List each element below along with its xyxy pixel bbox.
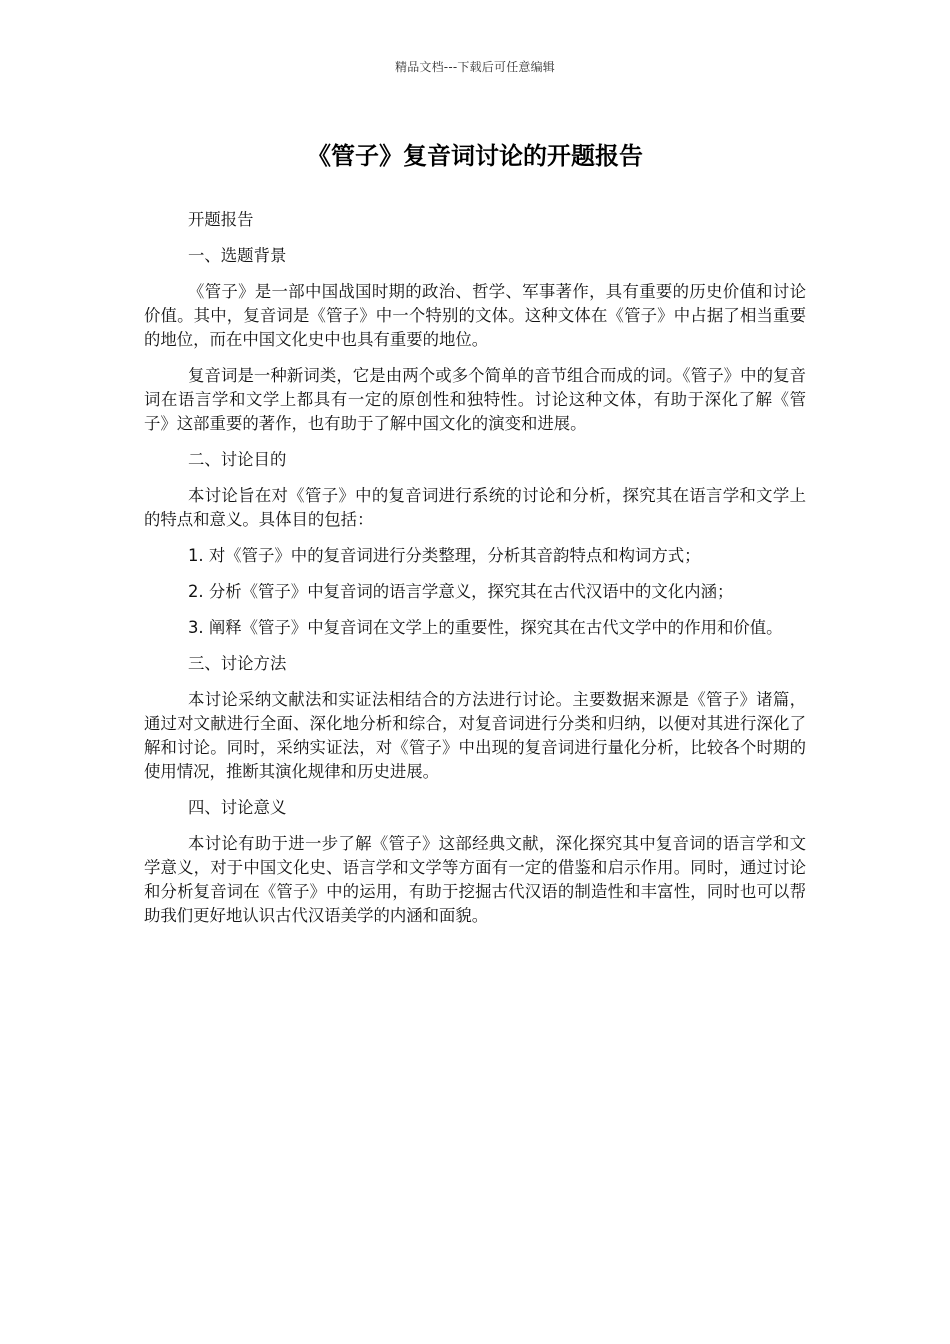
list-item: 2. 分析《管子》中复音词的语言学意义，探究其在古代汉语中的文化内涵；	[188, 582, 734, 601]
paragraph: 《管子》是一部中国战国时期的政治、哲学、军事著作，具有重要的历史价值和讨论价值。其中，复音词是《管子》中一个特别的文体。这种文体在《管子》中占据了相当重要的地位，而在中国文化史中也具有重要的地位。	[144, 282, 806, 349]
paragraph: 本讨论旨在对《管子》中的复音词进行系统的讨论和分析，探究其在语言学和文学上的特点和意义。具体目的包括：	[144, 486, 806, 529]
list-item: 3. 阐释《管子》中复音词在文学上的重要性，探究其在古代文学中的作用和价值。	[188, 618, 783, 637]
section-heading-purpose: 二、讨论目的	[188, 450, 287, 469]
document-title: 《管子》复音词讨论的开题报告	[307, 142, 643, 170]
section-heading-significance: 四、讨论意义	[188, 798, 287, 817]
section-heading-background: 一、选题背景	[188, 246, 287, 265]
paragraph: 本讨论采纳文献法和实证法相结合的方法进行讨论。主要数据来源是《管子》诸篇，通过对文献进行全面、深化地分析和综合，对复音词进行分类和归纳，以便对其进行深化了解和讨论。同时，采纳实证法，对《管子》中出现的复音词进行量化分析，比较各个时期的使用情况，推断其演化规律和历史进展。	[144, 690, 806, 781]
list-item: 1. 对《管子》中的复音词进行分类整理，分析其音韵特点和构词方式；	[188, 546, 701, 565]
header-note: 精品文档---下载后可任意编辑	[395, 60, 555, 74]
paragraph: 本讨论有助于进一步了解《管子》这部经典文献，深化探究其中复音词的语言学和文学意义，对于中国文化史、语言学和文学等方面有一定的借鉴和启示作用。同时，通过讨论和分析复音词在《管子》中的运用，有助于挖掘古代汉语的制造性和丰富性，同时也可以帮助我们更好地认识古代汉语美学的内涵和面貌。	[144, 834, 806, 925]
section-heading-method: 三、讨论方法	[188, 654, 287, 673]
report-label: 开题报告	[188, 210, 254, 229]
document-body	[144, 208, 806, 940]
paragraph: 复音词是一种新词类，它是由两个或多个简单的音节组合而成的词。《管子》中的复音词在语言学和文学上都具有一定的原创性和独特性。讨论这种文体，有助于深化了解《管子》这部重要的著作，也有助于了解中国文化的演变和进展。	[144, 366, 806, 433]
